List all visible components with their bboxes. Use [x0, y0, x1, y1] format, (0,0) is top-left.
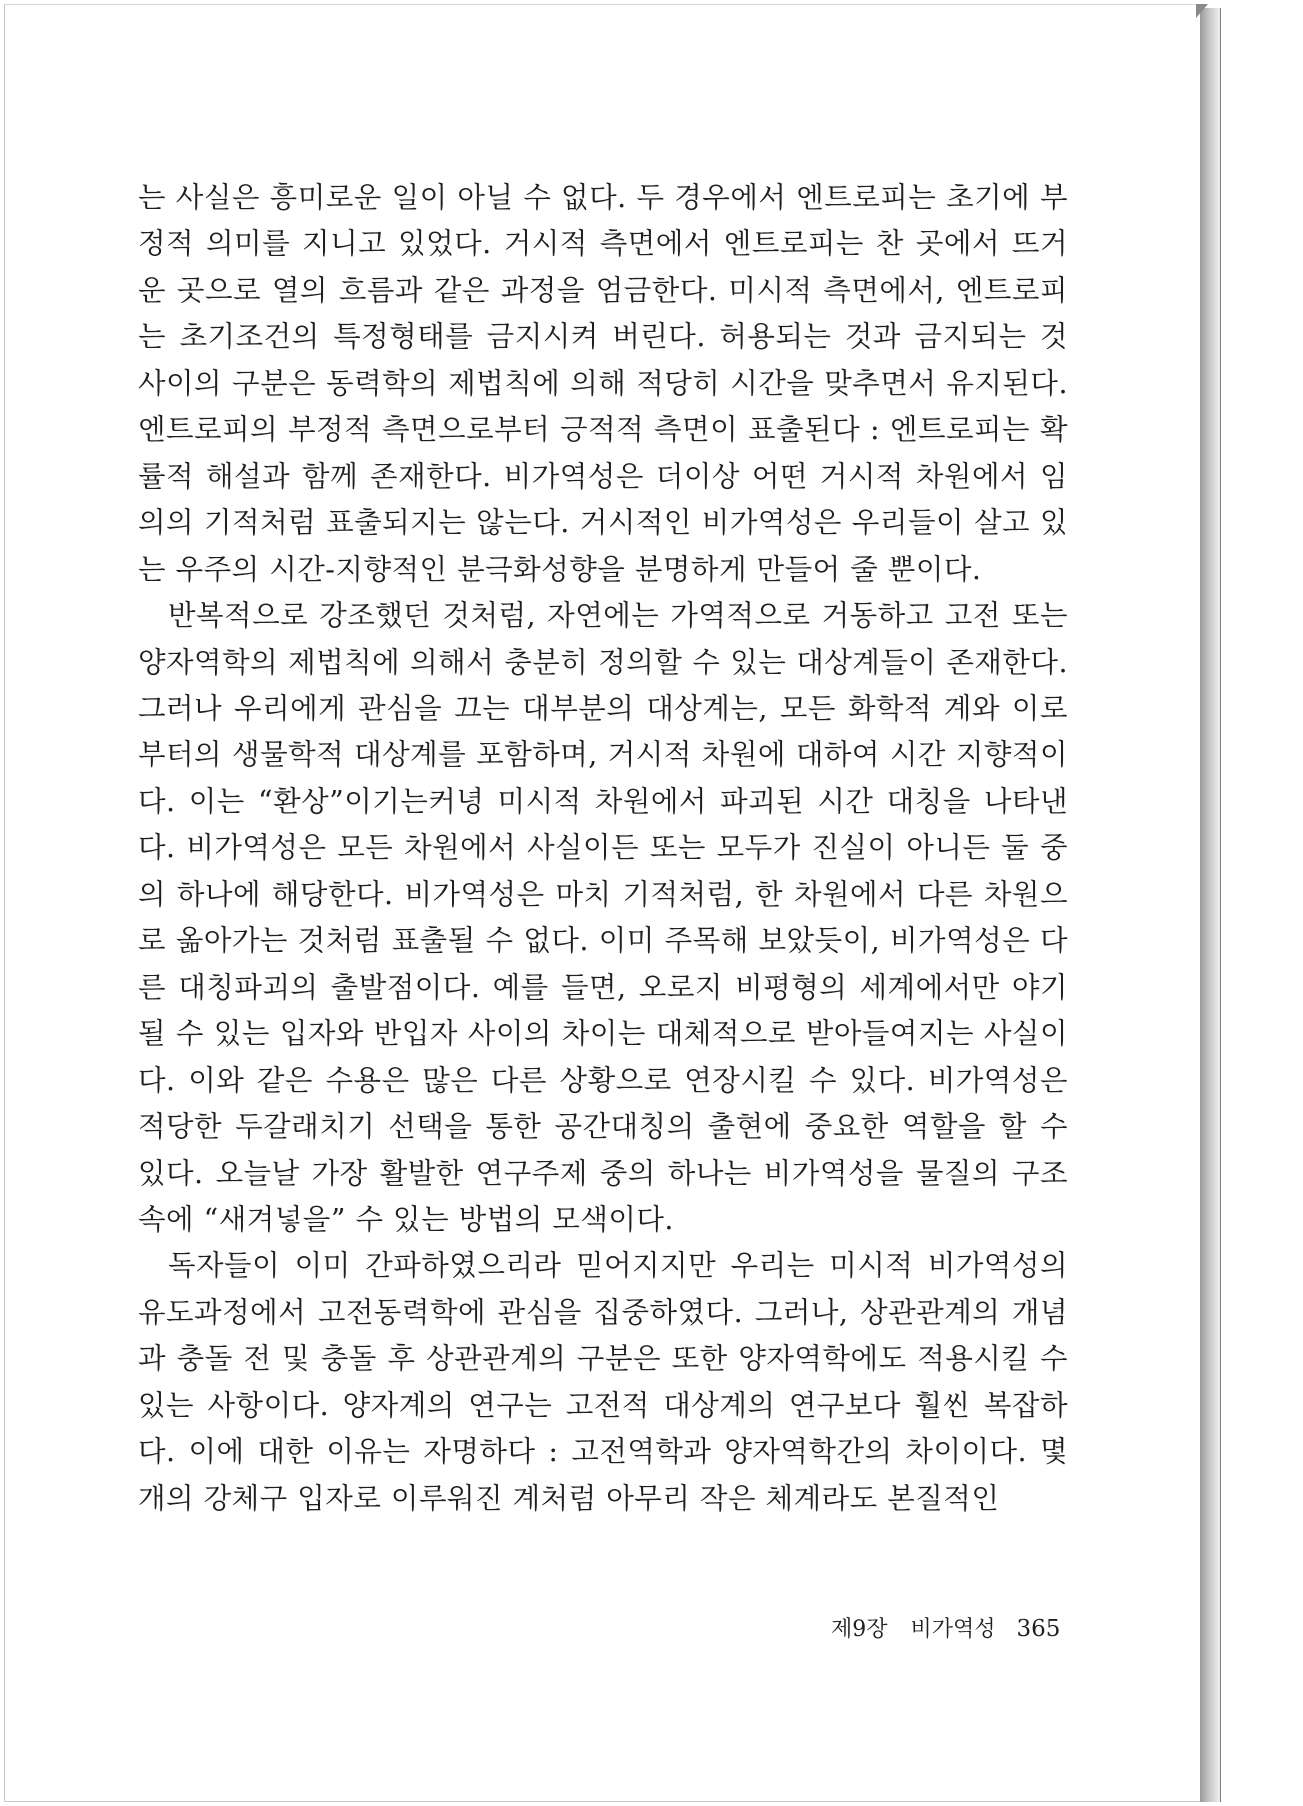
running-footer: [815, 1614, 1061, 1645]
paragraph-1: 는 사실은 흥미로운 일이 아닐 수 없다. 두 경우에서 엔트로피는 초기에 부정적 의미를 지니고 있었다. 거시적 측면에서 엔트로피는 찬 곳에서 뜨거운 곳으로 열의 흐름과 같은 과정을 엄금한다. 미시적 측면에서, 엔트로피는 초기조건의 특정형태를 금지시켜 버린다. 허용되는 것과 금지되는 것 사이의 구분은 동력학의 제법칙에 의해 적당히 시간을 맞추면서 유지된다. 엔트로피의 부정적 측면으로부터 긍적적 측면이 표출된다 : 엔트로피는 확률적 해설과 함께 존재한다. 비가역성은 더이상 어떤 거시적 차원에서 임의의 기적처럼 표출되지는 않는다. 거시적인 비가역성은 우리들이 살고 있는 우주의 시간-지향적인 분극화성향을 분명하게 만들어 줄 뿐이다.: [138, 181, 1068, 586]
book-page: [4, 4, 1200, 1802]
paragraph-3: 독자들이 이미 간파하였으리라 믿어지지만 우리는 미시적 비가역성의 유도과정에서 고전동력학에 관심을 집중하였다. 그러나, 상관관계의 개념과 충돌 전 및 충돌 후 상관관계의 구분은 또한 양자역학에도 적용시킬 수 있는 사항이다. 양자계의 연구는 고전적 대상계의 연구보다 훨씬 복잡하다. 이에 대한 이유는 자명하다 : 고전역학과 양자역학간의 차이이다. 몇 개의 강체구 입자로 이루워진 계처럼 아무리 작은 체계라도 본질적인: [138, 1249, 1068, 1515]
page-number: 365: [1016, 1616, 1061, 1642]
chapter-label: 제9장: [831, 1617, 888, 1642]
page-corner-shadow: [1196, 4, 1208, 18]
chapter-title: 비가역성: [910, 1617, 996, 1642]
paragraph-2: 반복적으로 강조했던 것처럼, 자연에는 가역적으로 거동하고 고전 또는 양자역학의 제법칙에 의해서 충분히 정의할 수 있는 대상계들이 존재한다. 그러나 우리에게 관심을 끄는 대부분의 대상계는, 모든 화학적 계와 이로부터의 생물학적 대상계를 포함하며, 거시적 차원에 대하여 시간 지향적이다. 이는 “환상”이기는커녕 미시적 차원에서 파괴된 시간 대칭을 나타낸다. 비가역성은 모든 차원에서 사실이든 또는 모두가 진실이 아니든 둘 중의 하나에 해당한다. 비가역성은 마치 기적처럼, 한 차원에서 다른 차원으로 옮아가는 것처럼 표출될 수 없다. 이미 주목해 보았듯이, 비가역성은 다른 대칭파괴의 출발점이다. 예를 들면, 오로지 비평형의 세계에서만 야기될 수 있는 입자와 반입자 사이의 차이는 대체적으로 받아들여지는 사실이다. 이와 같은 수용은 많은 다른 상황으로 연장시킬 수 있다. 비가역성은 적당한 두갈래치기 선택을 통한 공간대칭의 출현에 중요한 역할을 할 수 있다. 오늘날 가장 활발한 연구주제 중의 하나는 비가역성을 물질의 구조 속에 “새겨넣을” 수 있는 방법의 모색이다.: [138, 599, 1068, 1236]
page-stack-edge: [1200, 8, 1221, 1802]
body-text: [138, 175, 1068, 1522]
